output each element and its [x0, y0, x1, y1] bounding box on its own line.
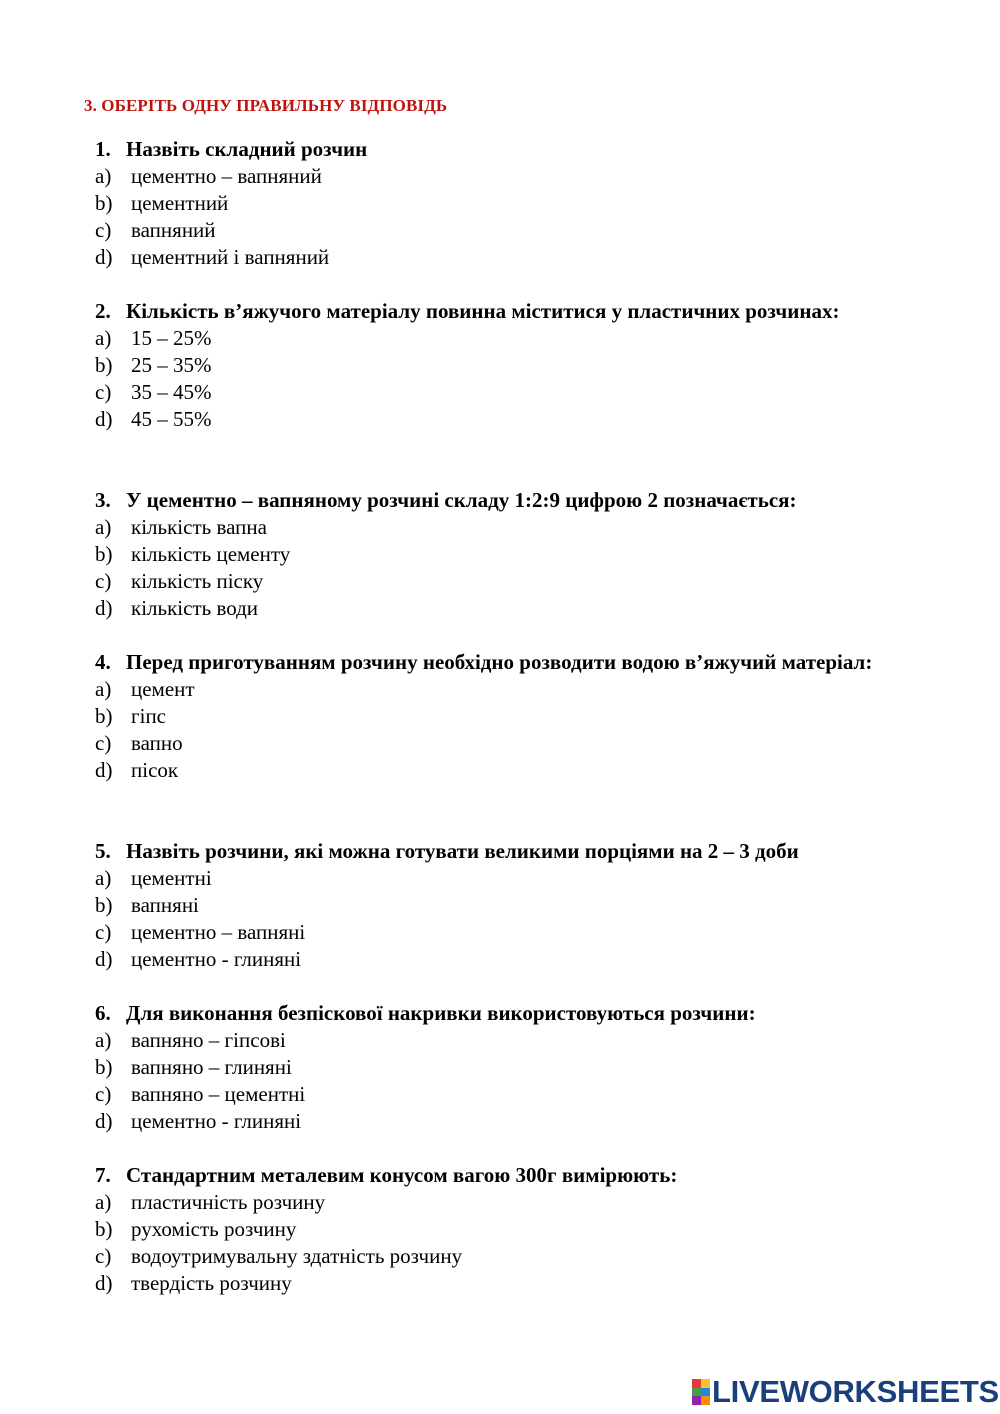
- option-text: вапняно – цементні: [131, 1082, 306, 1106]
- answer-option-d[interactable]: [95, 244, 955, 271]
- answer-option-b[interactable]: [95, 703, 895, 730]
- option-letter: a): [95, 326, 112, 350]
- question-number: 4.: [95, 650, 111, 674]
- option-letter: d): [95, 245, 113, 269]
- question-heading: [95, 136, 955, 163]
- answer-option-d[interactable]: [95, 1108, 955, 1135]
- option-letter: c): [95, 218, 112, 242]
- option-letter: b): [95, 191, 113, 215]
- logo-text: LIVEWORKSHEETS: [712, 1374, 999, 1409]
- option-text: цементний і вапняний: [131, 245, 330, 269]
- answer-option-d[interactable]: [95, 1270, 955, 1297]
- option-letter: d): [95, 1109, 113, 1133]
- option-text: 35 – 45%: [131, 380, 212, 404]
- question-5: [95, 838, 955, 973]
- answer-option-b[interactable]: [95, 892, 955, 919]
- answer-option-b[interactable]: [95, 190, 955, 217]
- answer-option-b[interactable]: [95, 1054, 955, 1081]
- question-heading: [95, 298, 955, 325]
- option-text: 25 – 35%: [131, 353, 212, 377]
- option-letter: d): [95, 407, 113, 431]
- answer-option-c[interactable]: [95, 1081, 955, 1108]
- question-text: Назвіть розчини, які можна готувати великими порціями на 2 – 3 доби: [126, 839, 799, 863]
- option-letter: a): [95, 866, 112, 890]
- question-text: У цементно – вапняному розчині складу 1:2:9 цифрою 2 позначається:: [126, 488, 797, 512]
- option-text: кількість води: [131, 596, 259, 620]
- option-letter: d): [95, 758, 113, 782]
- question-7: [95, 1162, 955, 1297]
- mark-square: [701, 1388, 710, 1396]
- answer-option-a[interactable]: [95, 1027, 955, 1054]
- option-text: цементно – вапняний: [131, 164, 322, 188]
- option-letter: d): [95, 1271, 113, 1295]
- mark-square: [701, 1396, 710, 1405]
- mark-square: [692, 1379, 701, 1388]
- answer-option-c[interactable]: [95, 217, 955, 244]
- option-letter: b): [95, 893, 113, 917]
- question-text: Кількість в’яжучого матеріалу повинна міститися у пластичних розчинах:: [126, 299, 840, 323]
- option-text: рухомість розчину: [131, 1217, 297, 1241]
- option-letter: a): [95, 1028, 112, 1052]
- answer-option-a[interactable]: [95, 325, 955, 352]
- answer-option-b[interactable]: [95, 352, 955, 379]
- question-3: [95, 487, 955, 622]
- question-number: 1.: [95, 137, 111, 161]
- mark-square: [692, 1388, 701, 1396]
- option-letter: a): [95, 164, 112, 188]
- option-letter: b): [95, 353, 113, 377]
- question-number: 5.: [95, 839, 111, 863]
- question-heading: [95, 487, 955, 514]
- option-letter: c): [95, 380, 112, 404]
- answer-option-a[interactable]: [95, 865, 955, 892]
- liveworksheets-mark-icon: [692, 1379, 710, 1405]
- option-letter: c): [95, 920, 112, 944]
- answer-option-a[interactable]: [95, 514, 955, 541]
- option-letter: a): [95, 677, 112, 701]
- option-text: вапняний: [131, 218, 216, 242]
- option-text: вапняно – глиняні: [131, 1055, 292, 1079]
- option-letter: b): [95, 1055, 113, 1079]
- option-text: 15 – 25%: [131, 326, 212, 350]
- section-title: 3. ОБЕРІТЬ ОДНУ ПРАВИЛЬНУ ВІДПОВІДЬ: [84, 96, 448, 115]
- question-heading: [95, 838, 955, 865]
- answer-option-d[interactable]: [95, 757, 895, 784]
- answer-option-d[interactable]: [95, 946, 955, 973]
- option-letter: c): [95, 569, 112, 593]
- option-text: цемент: [131, 677, 195, 701]
- option-text: водоутримувальну здатність розчину: [131, 1244, 463, 1268]
- option-text: гіпс: [131, 704, 167, 728]
- question-2: [95, 298, 955, 433]
- answer-option-b[interactable]: [95, 1216, 955, 1243]
- option-letter: b): [95, 542, 113, 566]
- question-number: 3.: [95, 488, 111, 512]
- question-text: Стандартним металевим конусом вагою 300г вимірюють:: [126, 1163, 678, 1187]
- question-number: 6.: [95, 1001, 111, 1025]
- question-number: 7.: [95, 1163, 111, 1187]
- option-letter: d): [95, 947, 113, 971]
- answer-option-a[interactable]: [95, 163, 955, 190]
- option-text: кількість піску: [131, 569, 264, 593]
- answer-option-c[interactable]: [95, 919, 955, 946]
- question-heading: [95, 649, 895, 676]
- option-text: цементно - глиняні: [131, 947, 302, 971]
- option-text: вапняно – гіпсові: [131, 1028, 286, 1052]
- question-4: [95, 649, 895, 784]
- option-letter: b): [95, 1217, 113, 1241]
- answer-option-a[interactable]: [95, 676, 895, 703]
- answer-option-a[interactable]: [95, 1189, 955, 1216]
- option-letter: c): [95, 731, 112, 755]
- option-text: цементні: [131, 866, 212, 890]
- answer-option-b[interactable]: [95, 541, 955, 568]
- question-text: Для виконання безпіскової накривки використовуються розчини:: [126, 1001, 756, 1025]
- answer-option-c[interactable]: [95, 568, 955, 595]
- mark-square: [692, 1396, 701, 1405]
- question-text: Назвіть складний розчин: [126, 137, 368, 161]
- option-text: цементний: [131, 191, 229, 215]
- option-text: твердість розчину: [131, 1271, 292, 1295]
- option-text: 45 – 55%: [131, 407, 212, 431]
- answer-option-d[interactable]: [95, 406, 955, 433]
- mark-square: [701, 1379, 710, 1388]
- answer-option-d[interactable]: [95, 595, 955, 622]
- liveworksheets-logo: [692, 1374, 999, 1410]
- option-text: пластичність розчину: [131, 1190, 326, 1214]
- question-heading: [95, 1162, 955, 1189]
- answer-option-c[interactable]: [95, 730, 895, 757]
- option-letter: c): [95, 1244, 112, 1268]
- option-text: вапно: [131, 731, 183, 755]
- question-text: Перед приготуванням розчину необхідно розводити водою в’яжучий матеріал:: [126, 650, 873, 674]
- question-6: [95, 1000, 955, 1135]
- option-letter: c): [95, 1082, 112, 1106]
- question-number: 2.: [95, 299, 111, 323]
- option-letter: b): [95, 704, 113, 728]
- option-letter: a): [95, 515, 112, 539]
- answer-option-c[interactable]: [95, 1243, 955, 1270]
- option-text: кількість вапна: [131, 515, 267, 539]
- option-text: кількість цементу: [131, 542, 291, 566]
- option-letter: a): [95, 1190, 112, 1214]
- option-text: пісок: [131, 758, 179, 782]
- option-letter: d): [95, 596, 113, 620]
- option-text: вапняні: [131, 893, 199, 917]
- option-text: цементно - глиняні: [131, 1109, 302, 1133]
- option-text: цементно – вапняні: [131, 920, 306, 944]
- question-1: [95, 136, 955, 271]
- answer-option-c[interactable]: [95, 379, 955, 406]
- question-heading: [95, 1000, 955, 1027]
